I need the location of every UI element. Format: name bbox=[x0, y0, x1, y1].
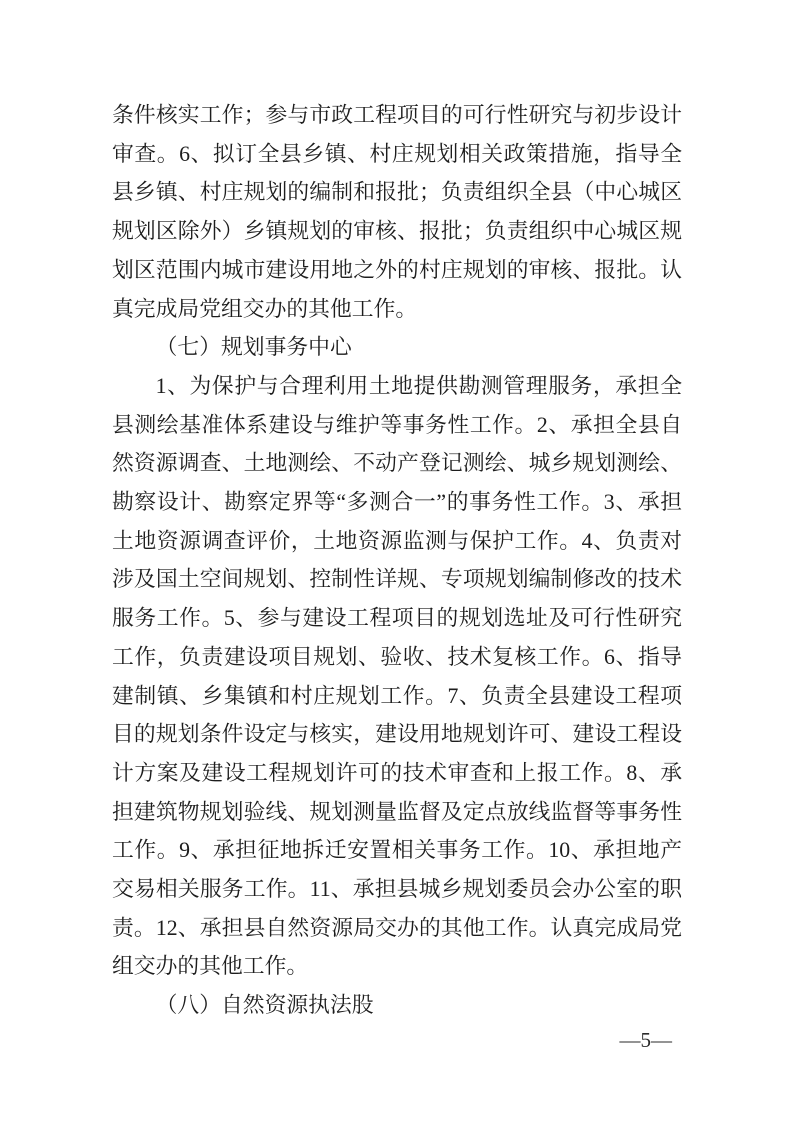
section-heading-7: （七）规划事务中心 bbox=[155, 335, 352, 360]
page-number: —5— bbox=[619, 1028, 672, 1052]
section-heading-8: （八）自然资源执法股 bbox=[155, 993, 374, 1018]
document-text-block bbox=[112, 96, 682, 1025]
section-body-7: 1、为保护与合理利用土地提供勘测管理服务，承担全县测绘基准体系建设与维护等事务性工作。2、承担全县自然资源调查、土地测绘、不动产登记测绘、城乡规划测绘、勘察设计、勘察定界等“多测合一”的事务性工作。3、承担土地资源调查评价，土地资源监测与保护工作。4、负责对涉及国土空间规划、控制性详规、专项规划编制修改的技术服务工作。5、参与建设工程项目的规划选址及可行性研究工作，负责建设项目规划、验收、技术复核工作。6、指导建制镇、乡集镇和村庄规划工作。7、负责全县建设工程项目的规划条件设定与核实，建设用地规划许可、建设工程设计方案及建设工程规划许可的技术审查和上报工作。8、承担建筑物规划验线、规划测量监督及定点放线监督等事务性工作。9、承担征地拆迁安置相关事务工作。10、承担地产交易相关服务工作。11、承担县城乡规划委员会办公室的职责。12、承担县自然资源局交办的其他工作。认真完成局党组交办的其他工作。 bbox=[112, 373, 682, 979]
paragraph-continuation: 条件核实工作；参与市政工程项目的可行性研究与初步设计审查。6、拟订全县乡镇、村庄规划相关政策措施，指导全县乡镇、村庄规划的编制和报批；负责组织全县（中心城区规划区除外）乡镇规划的审核、报批；负责组织中心城区规划区范围内城市建设用地之外的村庄规划的审核、报批。认真完成局党组交办的其他工作。 bbox=[112, 103, 682, 321]
